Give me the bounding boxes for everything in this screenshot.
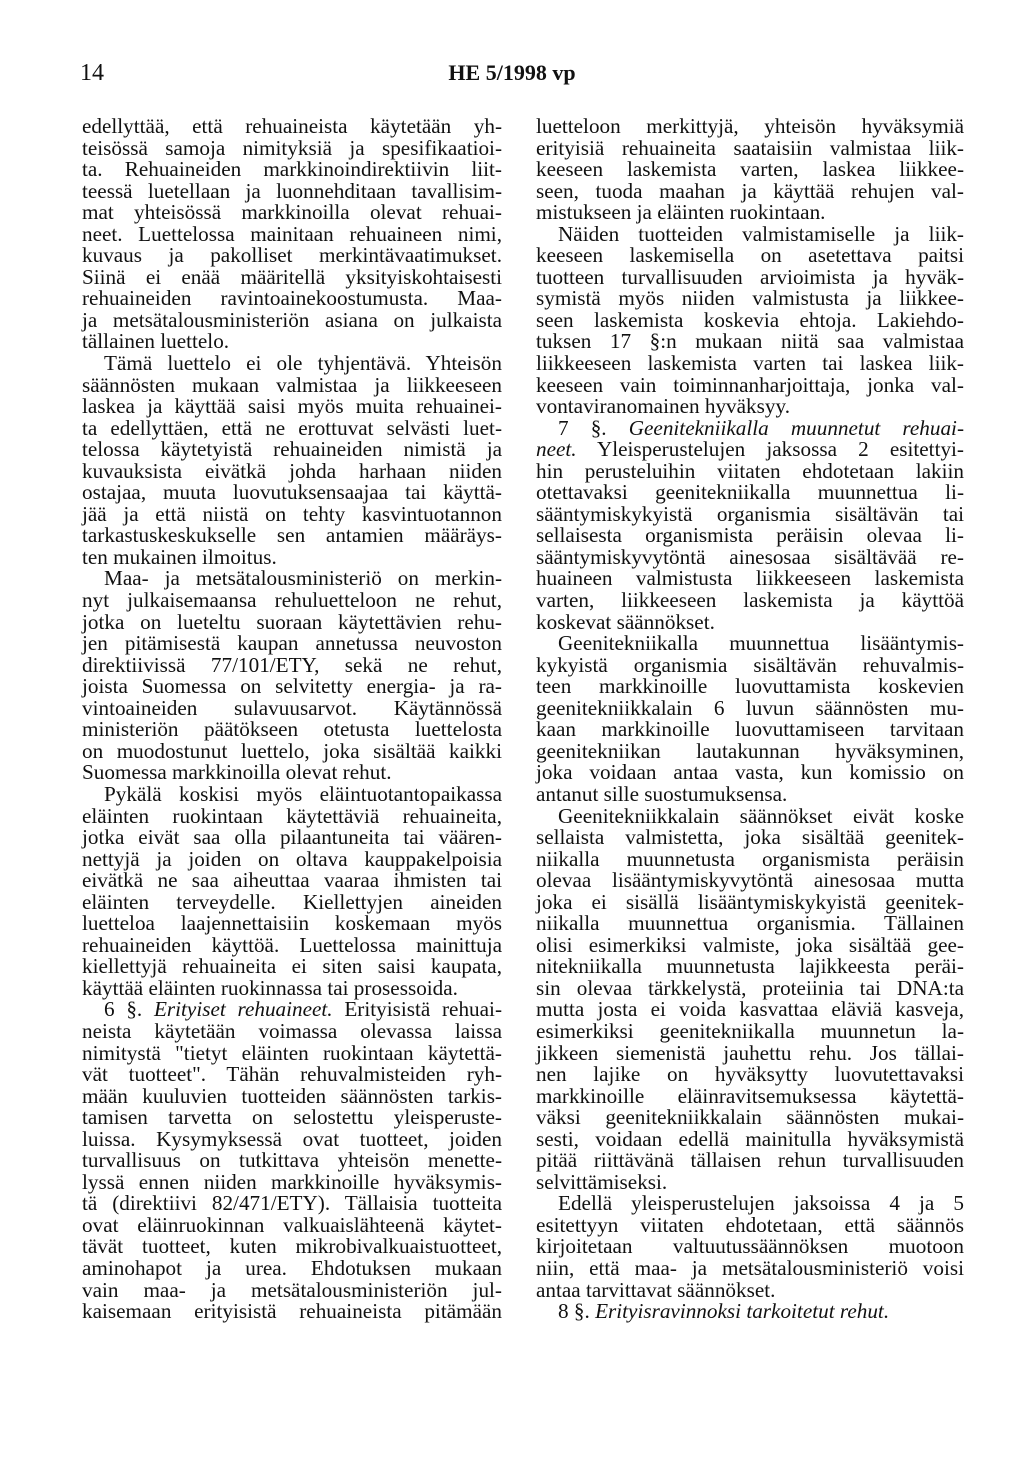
left-text-column — [82, 116, 502, 1323]
line-text: Geenitekniikalla muunnettua lisääntymis- — [558, 631, 964, 656]
line-text: aminohapot ja urea. Ehdotuksen mukaan — [82, 1255, 502, 1280]
line-text: kiellettyjä rehuaineita ei siten saisi kaupata, — [82, 954, 502, 979]
line-text: nimitystä "tietyt eläinten ruokintaan käytettä- — [82, 1040, 502, 1065]
text-line — [536, 913, 964, 935]
line-text: jää ja että niistä on tehty kasvintuotannon — [82, 501, 502, 526]
text-line — [82, 1040, 502, 1065]
text-line — [82, 307, 502, 332]
line-text: Geenitekniikkalain säännökset eivät koske — [558, 803, 964, 828]
text-line — [536, 159, 964, 181]
text-line — [82, 1150, 502, 1172]
line-text-continued: Yleisperustelujen jaksossa 2 esitettyi- — [576, 437, 964, 462]
line-text: esimerkiksi geenitekniikalla muunnetun la- — [536, 1018, 964, 1043]
text-line — [536, 568, 964, 590]
text-line — [82, 415, 502, 440]
text-line — [82, 609, 502, 634]
text-line — [82, 288, 502, 310]
section-heading: Erityisravinnoksi tarkoitetut rehut. — [595, 1299, 890, 1324]
line-text: Näiden tuotteiden valmistamiselle ja liik- — [558, 221, 964, 246]
line-text: ostajaa, muuta luovutuksensaajaa tai käyttä- — [82, 480, 502, 505]
text-line — [82, 590, 502, 612]
text-line — [82, 695, 502, 720]
line-text: keeseen laskemisella on asetettava paitsi — [536, 243, 964, 268]
text-line — [536, 482, 964, 504]
text-line — [536, 889, 964, 914]
text-line — [536, 135, 964, 160]
text-line — [536, 676, 964, 698]
text-line — [536, 501, 964, 526]
page-number: 14 — [80, 60, 104, 86]
text-line — [536, 1255, 964, 1280]
line-text: mistukseen ja eläinten ruokintaan. — [536, 200, 826, 225]
line-text: seen, tuoda maahan ja käyttää rehujen val- — [536, 178, 964, 203]
line-text: markkinoille eläinravitsemuksessa käytettä- — [536, 1083, 964, 1108]
text-line — [82, 999, 502, 1021]
line-text: sellaista valmistetta, joka sisältää geenitek- — [536, 825, 964, 850]
text-line — [536, 827, 964, 849]
text-line — [536, 353, 964, 375]
text-line — [536, 1212, 964, 1237]
section-heading: Geenitekniikalla muunnetut rehuai- — [628, 415, 964, 440]
line-text: nettyjä ja joiden on oltava kauppakelpoisia — [82, 846, 502, 871]
text-line — [82, 1107, 502, 1129]
line-text: varten, liikkeeseen laskemista ja käyttöä — [536, 588, 964, 613]
line-text: keeseen laskemista varten, laskea liikkee- — [536, 157, 964, 182]
line-text: ovat eläinruokinnan valkuaislähteenä käytet- — [82, 1212, 502, 1237]
document-id: HE 5/1998 vp — [448, 60, 576, 85]
line-text: eläinten terveydelle. Kiellettyjen aineiden — [82, 889, 502, 914]
text-line — [536, 803, 964, 828]
text-line — [536, 1236, 964, 1258]
text-line — [536, 1126, 964, 1151]
text-line — [82, 1169, 502, 1194]
text-line — [82, 372, 502, 397]
line-text: 7 §. — [558, 415, 629, 440]
text-line — [536, 264, 964, 289]
line-text: mat yhteisössä markkinoilla olevat rehuai- — [82, 200, 502, 225]
line-text: joista Suomessa on selvitetty energia- ja ra- — [82, 674, 502, 699]
line-text: kirjoitetaan valtuutussäännöksen muotoon — [536, 1234, 964, 1259]
line-text: olisi esimerkiksi valmiste, joka sisältää gee- — [536, 932, 964, 957]
text-line — [82, 1083, 502, 1108]
text-line — [536, 1277, 964, 1302]
text-line — [536, 331, 964, 353]
text-line — [536, 719, 964, 741]
line-text: tamisen tarvetta on selostettu yleisperuste- — [82, 1105, 502, 1130]
line-text: Edellä yleisperustelujen jaksoissa 4 ja 5 — [558, 1191, 964, 1216]
text-line — [82, 353, 502, 375]
line-text: teisössä samoja nimityksiä ja spesifikaatioi- — [82, 135, 502, 160]
line-text: niin, että maa- ja metsätalousministeriö voisi — [536, 1255, 964, 1280]
text-line — [82, 956, 502, 978]
line-text: liikkeeseen laskemista varten tai laskea liik- — [536, 351, 964, 376]
line-text: vät tuotteet". Tähän rehuvalmisteiden ryh- — [82, 1062, 502, 1087]
line-text: teessä luetellaan ja luonnehditaan tavallisim- — [82, 178, 502, 203]
text-line — [536, 1169, 964, 1194]
line-text: tällainen luettelo. — [82, 329, 230, 354]
text-line — [536, 975, 964, 1000]
text-line — [82, 827, 502, 849]
line-text: sääntymiskykyistä organismia sisältävän tai — [536, 501, 964, 526]
line-text: nitekniikalla muunnetusta lajikkeesta peräi- — [536, 954, 964, 979]
text-line — [536, 1018, 964, 1043]
line-text: tävät tuotteet, kuten mikrobivalkuaistuotteet, — [82, 1234, 502, 1259]
line-text: sesti, voidaan edellä mainitulla hyväksymistä — [536, 1126, 964, 1151]
text-line — [82, 396, 502, 418]
text-line — [536, 1064, 964, 1086]
text-line — [536, 1150, 964, 1172]
line-text: on muodostunut luettelo, joka sisältää kaikki — [82, 738, 502, 763]
line-text: keeseen vain toiminnanharjoittaja, jonka val- — [536, 372, 964, 397]
line-text: väksi geenitekniikkalain säännösten mukai- — [536, 1105, 964, 1130]
text-line — [536, 307, 964, 332]
line-text: niikalla muunnettua organismia. Tällainen — [536, 911, 964, 936]
line-text: Tämä luettelo ei ole tyhjentävä. Yhteisön — [104, 351, 502, 376]
text-line — [536, 1193, 964, 1215]
line-text: kaisemaan erityisistä rehuaineista pitämään — [82, 1299, 502, 1324]
line-text: hin perusteluihin viitaten ehdotetaan lakiin — [536, 458, 964, 483]
text-line — [82, 1212, 502, 1237]
line-text: Siinä ei enää määritellä yksityiskohtaisesti — [82, 264, 502, 289]
line-text: ten mukainen ilmoitus. — [82, 544, 277, 569]
text-line — [536, 609, 964, 634]
text-line — [82, 202, 502, 224]
text-line — [82, 889, 502, 914]
line-text: tuotteen turvallisuuden arvioimista ja hyväk- — [536, 264, 964, 289]
line-text: luissa. Kysymyksessä ovat tuotteet, joiden — [82, 1126, 502, 1151]
line-text: joka ei sisällä lisääntymiskykyistä geenitek- — [536, 889, 964, 914]
text-line — [82, 178, 502, 203]
section-heading: neet. — [536, 437, 577, 462]
line-text: jotka eivät saa olla pilaantuneita tai väären- — [82, 825, 502, 850]
line-text: neista käytetään voimassa olevassa laissa — [82, 1018, 502, 1043]
text-line — [536, 245, 964, 267]
text-line — [82, 913, 502, 935]
text-line — [82, 1018, 502, 1043]
line-text: eivätkä ne saa aiheuttaa vaaraa ihmisten tai — [82, 868, 502, 893]
line-text: selvittämiseksi. — [536, 1169, 668, 1194]
text-line — [536, 695, 964, 720]
text-line — [82, 159, 502, 181]
line-text: sääntymiskyvytöntä ainesosaa sisältävää re- — [536, 544, 964, 569]
line-text: lyssä ennen niiden markkinoille hyväksymis- — [82, 1169, 502, 1194]
text-line — [82, 221, 502, 246]
text-line — [82, 762, 502, 784]
text-line — [536, 633, 964, 655]
line-text: joka voidaan antaa vasta, kun komissio on — [536, 760, 964, 785]
line-text: rehuaineiden käyttöä. Luettelossa mainittuja — [82, 932, 502, 957]
text-line — [82, 1064, 502, 1086]
page-header — [0, 60, 1024, 94]
line-text: nyt julkaisemaansa rehuluetteloon ne rehut, — [82, 588, 502, 613]
line-text: luetteloa laajennettaisiin koskemaan myös — [82, 911, 502, 936]
text-line — [536, 999, 964, 1021]
text-line — [536, 1107, 964, 1129]
line-text: vintoaineiden sulavuusarvot. Käytännössä — [82, 695, 502, 720]
line-text: kuvauksista eivätkä johda harhaan niiden — [82, 458, 502, 483]
text-line — [536, 116, 964, 138]
line-text: huaineen valmistusta liikkeeseen laskemista — [536, 566, 964, 591]
line-text: otettavaksi geenitekniikalla muunnettua li- — [536, 480, 964, 505]
text-line — [536, 590, 964, 612]
text-line — [82, 1277, 502, 1302]
text-line — [536, 932, 964, 957]
line-text: vontaviranomainen hyväksyy. — [536, 394, 790, 419]
line-text: kaan markkinoille luovuttamiseen tarvitaan — [536, 717, 964, 742]
text-line — [82, 738, 502, 763]
text-line — [82, 1301, 502, 1323]
text-line — [536, 396, 964, 418]
text-line — [536, 781, 964, 806]
text-line — [82, 932, 502, 957]
text-line — [82, 633, 502, 655]
line-text: turvallisuus on tutkittava yhteisön menette- — [82, 1148, 502, 1173]
text-line — [536, 372, 964, 397]
line-text: pitää riittävänä tällaisen rehun turvallisuuden — [536, 1148, 964, 1173]
line-text: ta edellyttäen, että ne erottuvat selvästi luet- — [82, 415, 502, 440]
line-text: mään kuuluvien tuotteiden säännösten tarkis- — [82, 1083, 502, 1108]
line-text: neet. Luettelossa mainitaan rehuaineen nimi, — [82, 221, 502, 246]
text-line — [82, 975, 502, 1000]
line-text: erityisiä rehuaineita saataisiin valmistaa liik- — [536, 135, 964, 160]
text-line — [536, 870, 964, 892]
text-line — [82, 501, 502, 526]
line-text: tuksen 17 §:n mukaan niitä saa valmistaa — [536, 329, 964, 354]
line-text: eläinten ruokintaan käytettäviä rehuaineita, — [82, 803, 502, 828]
line-text: vain maa- ja metsätalousministeriön jul- — [82, 1277, 502, 1302]
line-text: symistä myös niiden valmistusta ja liikkee- — [536, 286, 964, 311]
line-text: antaa tarvittavat säännökset. — [536, 1277, 776, 1302]
line-text: koskevat säännökset. — [536, 609, 715, 634]
text-line — [82, 482, 502, 504]
text-line — [536, 846, 964, 871]
line-text: antanut sille suostumuksensa. — [536, 781, 788, 806]
line-text: niikalla muunnetusta organismista peräisin — [536, 846, 964, 871]
text-line — [536, 439, 964, 461]
line-text: 6 §. — [104, 997, 154, 1022]
text-line — [536, 1040, 964, 1065]
line-text-continued: Erityisistä rehuai- — [332, 997, 502, 1022]
text-line — [82, 458, 502, 483]
text-line — [82, 652, 502, 677]
line-text: 8 §. — [558, 1299, 596, 1324]
text-line — [82, 1126, 502, 1151]
line-text: esitettyyn viitaten ehdotetaan, että säännös — [536, 1212, 964, 1237]
line-text: ja metsätalousministeriön asiana on julkaista — [82, 307, 502, 332]
text-line — [536, 202, 964, 224]
text-line — [536, 738, 964, 763]
line-text: nen lajike on hyväksytty luovutettavaksi — [536, 1062, 964, 1087]
text-line — [82, 544, 502, 569]
line-text: käyttää eläinten ruokinnassa tai prosessoida. — [82, 975, 458, 1000]
line-text: sellaisesta organismista peräisin olevaa li- — [536, 523, 964, 548]
text-line — [82, 245, 502, 267]
line-text: ta. Rehuaineiden markkinoindirektiivin liit- — [82, 157, 502, 182]
text-line — [536, 288, 964, 310]
text-line — [82, 1193, 502, 1215]
text-line — [82, 135, 502, 160]
line-text: sin olevaa tärkkelystä, proteiinia tai DNA:ta — [536, 975, 964, 1000]
text-line — [536, 1301, 964, 1323]
line-text: mutta josta ei voida kasvattaa eläviä kasveja, — [536, 997, 964, 1022]
text-line — [82, 1236, 502, 1258]
line-text: kykyistä organismia sisältävän rehuvalmis- — [536, 652, 964, 677]
text-line — [536, 458, 964, 483]
line-text: olevaa lisääntymiskyvytöntä ainesosaa mutta — [536, 868, 964, 893]
text-line — [536, 1083, 964, 1108]
line-text: rehuaineiden ravintoainekoostumusta. Maa- — [82, 286, 502, 311]
section-heading: Erityiset rehuaineet. — [153, 997, 333, 1022]
text-line — [82, 676, 502, 698]
line-text: jen pitämisestä kaupan annetussa neuvoston — [82, 631, 502, 656]
line-text: tä (direktiivi 82/471/ETY). Tällaisia tuotteita — [82, 1191, 502, 1216]
text-line — [82, 781, 502, 806]
text-line — [82, 803, 502, 828]
text-line — [536, 221, 964, 246]
text-line — [82, 525, 502, 547]
line-text: Pykälä koskisi myös eläintuotantopaikassa — [104, 781, 502, 806]
line-text: geenitekniikkalain 6 luvun säännösten mu- — [536, 695, 964, 720]
text-line — [536, 762, 964, 784]
text-line — [82, 846, 502, 871]
line-text: laskea ja käyttää saisi myös muita rehuainei- — [82, 394, 502, 419]
line-text: tarkastuskeskukselle sen antamien määräys- — [82, 523, 502, 548]
line-text: säännösten mukaan valmistaa ja liikkeeseen — [82, 372, 502, 397]
text-line — [82, 1255, 502, 1280]
line-text: edellyttää, että rehuaineista käytetään yh- — [82, 114, 502, 138]
text-line — [82, 568, 502, 590]
line-text: jotka on lueteltu suoraan käytettävien rehu- — [82, 609, 502, 634]
text-line — [536, 652, 964, 677]
text-line — [82, 439, 502, 461]
line-text: Maa- ja metsätalousministeriö on merkin- — [104, 566, 502, 591]
line-text: seen laskemista koskevia ehtoja. Lakiehdo- — [536, 307, 964, 332]
text-line — [82, 719, 502, 741]
text-line — [82, 870, 502, 892]
text-line — [536, 956, 964, 978]
text-line — [536, 544, 964, 569]
line-text: geenitekniikan lautakunnan hyväksyminen, — [536, 738, 964, 763]
text-line — [82, 331, 502, 353]
text-line — [536, 178, 964, 203]
text-line — [82, 264, 502, 289]
line-text: Suomessa markkinoilla olevat rehut. — [82, 760, 392, 785]
line-text: jikkeen siemenistä jauhettu rehu. Jos tällai- — [536, 1040, 964, 1065]
line-text: ministeriön päätökseen otetusta luettelosta — [82, 717, 502, 742]
text-line — [536, 415, 964, 440]
line-text: teen markkinoille luovuttamista koskevien — [536, 674, 964, 699]
text-line — [536, 525, 964, 547]
line-text: direktiivissä 77/101/ETY, sekä ne rehut, — [82, 652, 502, 677]
right-text-column — [536, 116, 964, 1323]
text-line — [82, 116, 502, 138]
line-text: telossa käytetyistä rehuaineiden nimistä ja — [82, 437, 502, 462]
line-text: luetteloon merkittyjä, yhteisön hyväksymiä — [536, 114, 964, 138]
line-text: kuvaus ja pakolliset merkintävaatimukset. — [82, 243, 502, 268]
